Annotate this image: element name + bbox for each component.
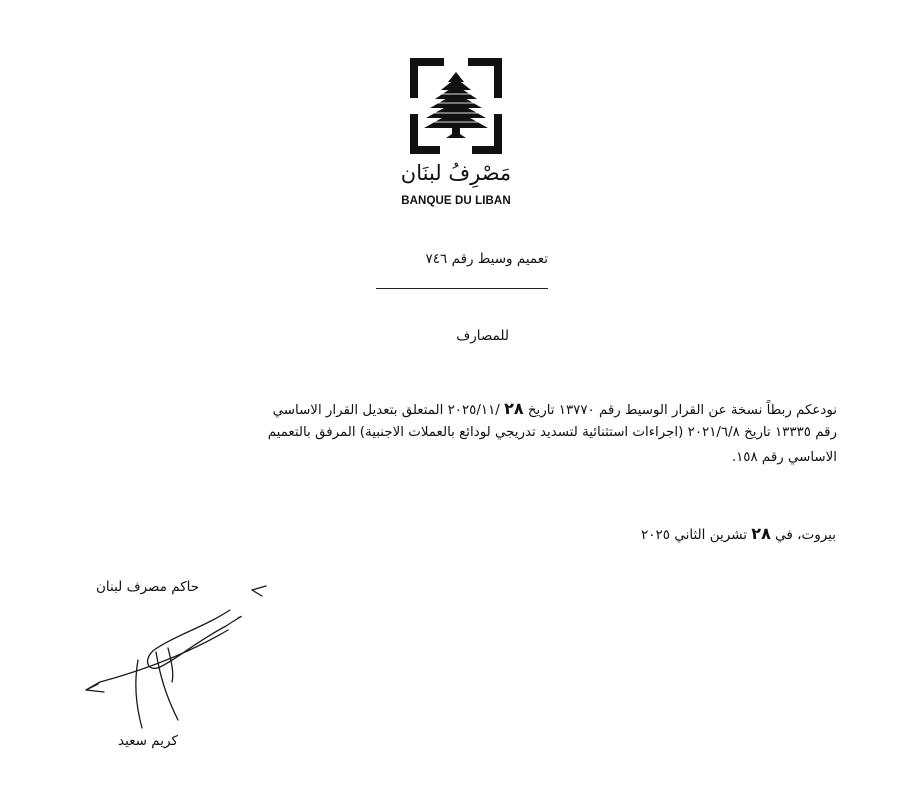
closing-month-year: تشرين الثاني ٢٠٢٥ [641,527,747,543]
place-prefix: بيروت، في [775,527,836,543]
logo-french-wordmark: BANQUE DU LIBAN [401,195,511,207]
governor-name: كريم سعيد [118,733,178,749]
handwritten-signature [78,578,268,738]
body-line-1-text-a: نودعكم ربطاً نسخة عن القرار الوسيط رقم ١٣٧٧٠ تاريخ [527,403,837,418]
cedar-tree-logo-icon [410,58,502,154]
body-line-3: الاساسي رقم ١٥٨. [731,450,837,465]
circular-title: تعميم وسيط رقم ٧٤٦ [425,251,548,267]
body-line-1-day: ٢٨ [504,399,524,418]
body-line-2: رقم ١٣٣٣٥ تاريخ ٢٠٢١/٦/٨ (اجراءات استثنائية لتسديد تدريجي لودائع بالعملات الاجنبية) المرفق بالتعميم [267,425,837,440]
recipient-line: للمصارف [456,328,509,344]
body-line-1 [273,400,837,420]
closing-day: ٢٨ [751,524,771,543]
title-divider [376,288,548,289]
place-date-line [641,525,836,544]
governor-title: حاكم مصرف لبنان [96,579,200,595]
logo-arabic-wordmark: مَصْرِفُ لبنَان [400,161,512,185]
body-line-1-text-b: /٢٠٢٥/١١ المتعلق بتعديل القرار الاساسي [272,403,500,418]
